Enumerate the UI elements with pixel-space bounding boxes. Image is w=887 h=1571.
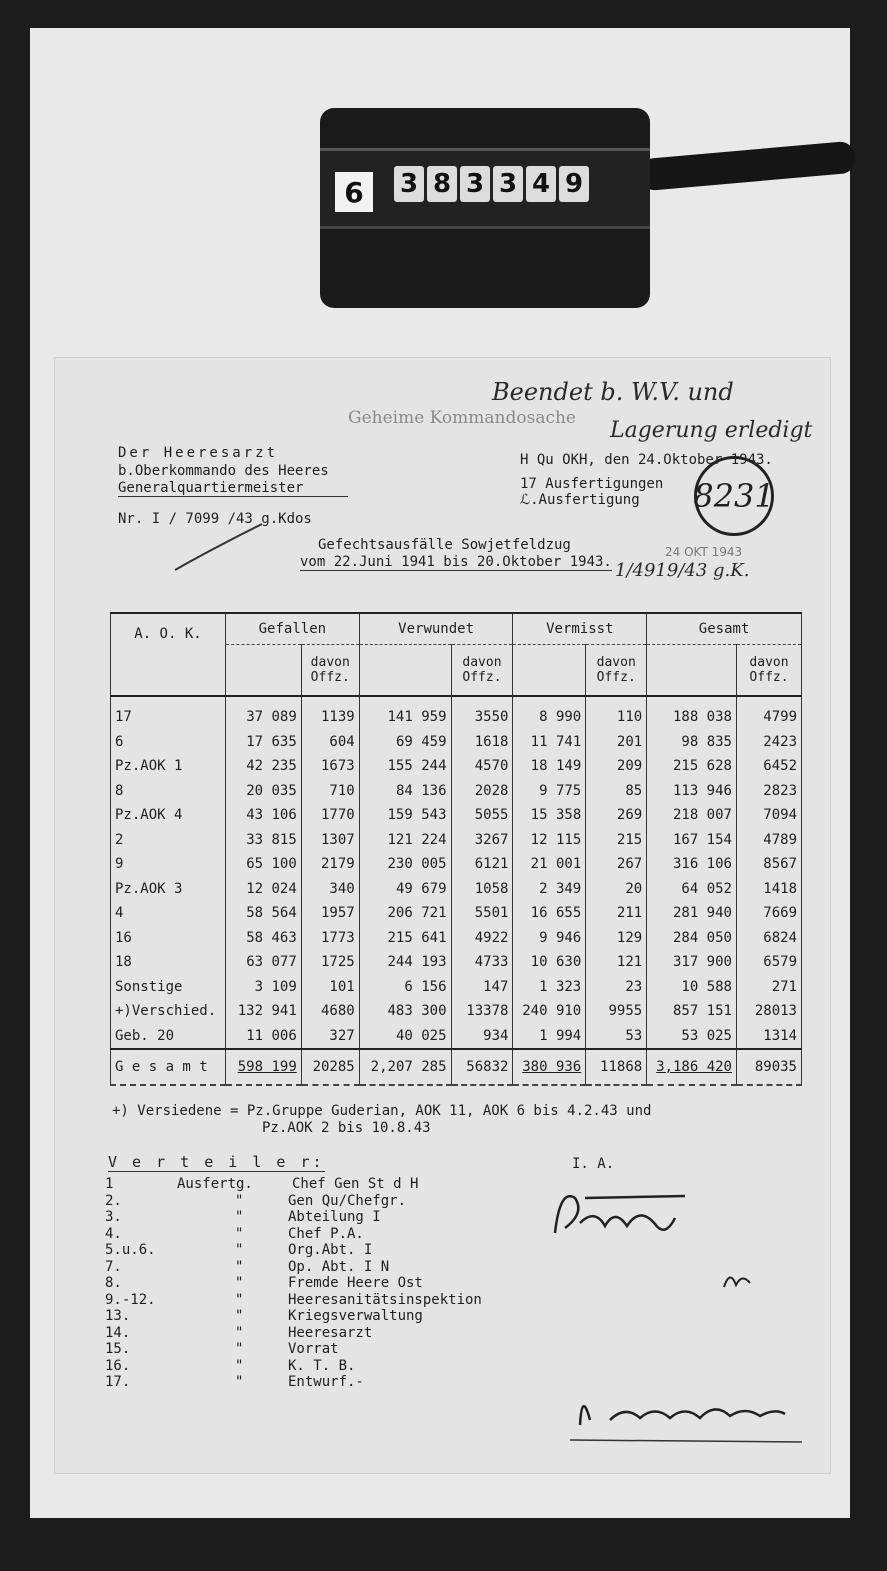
classification-stamp: Geheime Kommandosache [348,408,576,428]
table-cell: 857 151 [647,999,737,1024]
distribution-item [105,1341,482,1358]
counter-digit: 9 [559,166,589,202]
table-cell: 4570 [451,754,513,779]
footnote-line-2: Pz.AOK 2 bis 10.8.43 [262,1120,431,1136]
total-cell: 56832 [451,1049,513,1085]
row-label: 16 [111,926,226,951]
table-row [111,950,802,975]
davon-label: davon [462,655,502,670]
table-cell: 1307 [301,828,359,853]
ia-label: I. A. [572,1156,615,1172]
table-cell: 159 543 [359,803,451,828]
distribution-number: 16. [105,1357,131,1374]
distribution-ditto: " [235,1291,244,1308]
header-gesamt: Gesamt [647,613,802,645]
row-label: 17 [111,696,226,730]
table-cell: 40 025 [359,1024,451,1050]
table-cell: 934 [451,1024,513,1050]
table-cell: 316 106 [647,852,737,877]
table-row [111,696,802,730]
table-cell: 20 035 [225,779,301,804]
distribution-ditto: Ausfertg. [177,1176,253,1192]
distribution-recipient: Gen Qu/Chefgr. [288,1192,407,1209]
header-aok: A. O. K. [111,613,226,696]
total-cell: 20285 [301,1049,359,1085]
distribution-recipient: K. T. B. [288,1357,356,1374]
table-cell: 1618 [451,730,513,755]
table-cell: 42 235 [225,754,301,779]
table-cell: 230 005 [359,852,451,877]
table-cell: 8567 [736,852,801,877]
handwritten-note-2: Lagerung erledigt [610,418,813,443]
counter-digit: 3 [460,166,490,202]
distribution-ditto: " [235,1209,244,1225]
total-cell: 89035 [736,1049,801,1085]
table-cell: 101 [301,975,359,1000]
table-cell: 267 [586,852,647,877]
table-row [111,1024,802,1050]
table-cell: 9 946 [513,926,586,951]
table-cell: 1418 [736,877,801,902]
davon-label: davon [596,655,636,670]
row-label: Pz.AOK 3 [111,877,226,902]
table-cell: 37 089 [225,696,301,730]
table-cell: 132 941 [225,999,301,1024]
distribution-ditto: " [235,1374,244,1390]
table-cell: 3 109 [225,975,301,1000]
table-row [111,828,802,853]
distribution-number: 4. [105,1225,122,1242]
distribution-ditto: " [235,1242,244,1258]
table-cell: 281 940 [647,901,737,926]
total-row [111,1049,802,1085]
table-cell: 1725 [301,950,359,975]
table-cell: 43 106 [225,803,301,828]
counter-digit: 8 [427,166,457,202]
table-cell: 11 006 [225,1024,301,1050]
subheader-offz [301,645,359,697]
distribution-number: 2. [105,1192,122,1209]
table-row [111,803,802,828]
distribution-number: 5.u.6. [105,1242,156,1258]
total-cell: 11868 [586,1049,647,1085]
table-cell: 98 835 [647,730,737,755]
table-cell: 1 323 [513,975,586,1000]
row-label: +)Verschied. [111,999,226,1024]
row-label: Sonstige [111,975,226,1000]
table-cell: 20 [586,877,647,902]
row-label: Pz.AOK 1 [111,754,226,779]
table-row [111,754,802,779]
distribution-item [105,1259,482,1276]
table-cell: 28013 [736,999,801,1024]
table-cell: 63 077 [225,950,301,975]
distribution-item [105,1226,482,1243]
table-cell: 2028 [451,779,513,804]
table-row [111,975,802,1000]
table-cell: 1 994 [513,1024,586,1050]
row-label: Pz.AOK 4 [111,803,226,828]
table-cell: 141 959 [359,696,451,730]
table-cell: 240 910 [513,999,586,1024]
row-label: 8 [111,779,226,804]
distribution-number: 1 [105,1176,114,1192]
table-cell: 1673 [301,754,359,779]
handwritten-note-1: Beendet b. W.V. und [492,378,734,406]
table-cell: 218 007 [647,803,737,828]
table-cell: 129 [586,926,647,951]
table-cell: 271 [736,975,801,1000]
table-cell: 9 775 [513,779,586,804]
circled-number: 8231 [694,456,774,536]
table-cell: 6452 [736,754,801,779]
table-cell: 327 [301,1024,359,1050]
table-cell: 4733 [451,950,513,975]
table-cell: 483 300 [359,999,451,1024]
subheader-empty [647,645,737,697]
header-vermisst: Vermisst [513,613,647,645]
counter-digit: 3 [394,166,424,202]
distribution-recipient: Org.Abt. I [288,1242,373,1258]
distribution-recipient: Heeresarzt [288,1324,373,1341]
table-cell: 5501 [451,901,513,926]
table-cell: 1957 [301,901,359,926]
table-cell: 6824 [736,926,801,951]
table-cell: 206 721 [359,901,451,926]
table-row [111,877,802,902]
distribution-recipient: Heeresanitätsinspektion [288,1291,482,1308]
total-cell: 598 199 [225,1049,301,1085]
table-cell: 64 052 [647,877,737,902]
counter-digit: 3 [493,166,523,202]
table-row [111,779,802,804]
distribution-item [105,1242,482,1259]
distribution-number: 9.-12. [105,1291,156,1308]
table-row [111,901,802,926]
offz-label: Offz. [462,670,502,685]
table-cell: 4922 [451,926,513,951]
distribution-number: 3. [105,1209,122,1225]
table-cell: 269 [586,803,647,828]
table-cell: 284 050 [647,926,737,951]
table-cell: 8 990 [513,696,586,730]
table-cell: 317 900 [647,950,737,975]
distribution-item [105,1292,482,1309]
distribution-item [105,1209,482,1226]
distribution-number: 13. [105,1308,131,1324]
table-row [111,852,802,877]
table-cell: 244 193 [359,950,451,975]
total-cell: 2,207 285 [359,1049,451,1085]
table-cell: 7094 [736,803,801,828]
table-cell: 209 [586,754,647,779]
table-cell: 53 [586,1024,647,1050]
table-cell: 84 136 [359,779,451,804]
row-label: 4 [111,901,226,926]
table-cell: 3550 [451,696,513,730]
row-label: 18 [111,950,226,975]
table-row [111,730,802,755]
offz-label: Offz. [310,670,350,685]
table-cell: 69 459 [359,730,451,755]
table-cell: 53 025 [647,1024,737,1050]
table-cell: 33 815 [225,828,301,853]
subject-line-1: Gefechtsausfälle Sowjetfeldzug [318,537,571,553]
distribution-list [105,1176,482,1391]
distribution-ditto: " [235,1308,244,1324]
table-cell: 215 [586,828,647,853]
table-cell: 4789 [736,828,801,853]
distribution-number: 17. [105,1374,131,1390]
handwritten-closing [570,1380,810,1450]
row-label: Geb. 20 [111,1024,226,1050]
distribution-ditto: " [235,1324,244,1341]
table-cell: 167 154 [647,828,737,853]
distribution-item [105,1176,482,1193]
distribution-ditto: " [235,1357,244,1374]
table-cell: 9955 [586,999,647,1024]
table-cell: 49 679 [359,877,451,902]
table-cell: 10 630 [513,950,586,975]
initials [720,1265,760,1295]
sender-line-1: Der Heeresarzt [118,445,279,461]
offz-label: Offz. [596,670,636,685]
table-cell: 18 149 [513,754,586,779]
table-cell: 7669 [736,901,801,926]
table-cell: 155 244 [359,754,451,779]
signature [545,1178,695,1258]
distribution-number: 14. [105,1324,131,1341]
table-cell: 15 358 [513,803,586,828]
distribution-item [105,1308,482,1325]
distribution-title: V e r t e i l e r: [108,1153,325,1171]
sender-line-3: Generalquartiermeister [118,480,348,497]
table-cell: 211 [586,901,647,926]
subheader-empty [359,645,451,697]
distribution-recipient: Vorrat [288,1341,339,1357]
row-label: 6 [111,730,226,755]
table-cell: 4799 [736,696,801,730]
copies-count: 17 Ausfertigungen [520,476,664,492]
table-body [111,696,802,1085]
distribution-recipient: Chef P.A. [288,1225,364,1242]
table-cell: 215 641 [359,926,451,951]
table-cell: 58 463 [225,926,301,951]
distribution-ditto: " [235,1275,244,1291]
table-cell: 2423 [736,730,801,755]
reference-number: Nr. I / 7099 /43 g.Kdos [118,511,312,527]
table-cell: 340 [301,877,359,902]
header-verwundet: Verwundet [359,613,513,645]
table-cell: 12 115 [513,828,586,853]
total-cell: 3,186 420 [647,1049,737,1085]
table-cell: 12 024 [225,877,301,902]
table-cell: 5055 [451,803,513,828]
table-cell: 201 [586,730,647,755]
place-date: H Qu OKH, den 24.Oktober 1943. [520,452,773,468]
table-cell: 65 100 [225,852,301,877]
table-cell: 23 [586,975,647,1000]
table-cell: 1139 [301,696,359,730]
table-cell: 604 [301,730,359,755]
distribution-ditto: " [235,1258,244,1275]
table-cell: 21 001 [513,852,586,877]
distribution-item [105,1325,482,1342]
table-cell: 3267 [451,828,513,853]
row-label: 9 [111,852,226,877]
table-cell: 1058 [451,877,513,902]
table-cell: 147 [451,975,513,1000]
counter-prefix: 6 [335,172,373,212]
table-cell: 6579 [736,950,801,975]
table-cell: 6 156 [359,975,451,1000]
distribution-recipient: Abteilung I [288,1209,381,1225]
table-cell: 4680 [301,999,359,1024]
distribution-number: 15. [105,1341,131,1357]
table-cell: 16 655 [513,901,586,926]
table-cell: 121 [586,950,647,975]
table-cell: 188 038 [647,696,737,730]
table-row [111,999,802,1024]
davon-label: davon [749,655,789,670]
total-label: G e s a m t [111,1049,226,1085]
subheader-empty [225,645,301,697]
table-cell: 710 [301,779,359,804]
table-cell: 85 [586,779,647,804]
table-cell: 2823 [736,779,801,804]
distribution-item [105,1275,482,1292]
table-row [111,926,802,951]
table-cell: 1314 [736,1024,801,1050]
row-label: 2 [111,828,226,853]
table-cell: 17 635 [225,730,301,755]
subheader-offz [451,645,513,697]
table-cell: 10 588 [647,975,737,1000]
footnote [112,1103,651,1137]
subheader-offz [736,645,801,697]
distribution-number: 8. [105,1275,122,1291]
table-cell: 121 224 [359,828,451,853]
distribution-item [105,1193,482,1210]
table-cell: 2 349 [513,877,586,902]
total-cell: 380 936 [513,1049,586,1085]
footnote-line-1: +) Versiedene = Pz.Gruppe Guderian, AOK 11, AOK 6 bis 4.2.43 und [112,1103,652,1119]
subheader-offz [586,645,647,697]
sender-line-2: b.Oberkommando des Heeres [118,463,329,479]
table-cell: 215 628 [647,754,737,779]
distribution-recipient: Entwurf.- [288,1374,364,1390]
distribution-recipient: Chef Gen St d H [292,1176,419,1192]
table-cell: 58 564 [225,901,301,926]
table-cell: 2179 [301,852,359,877]
table-cell: 13378 [451,999,513,1024]
table-cell: 110 [586,696,647,730]
table-cell: 113 946 [647,779,737,804]
casualties-table [110,612,802,1086]
handwritten-reference: 1/4919/43 g.K. [615,560,750,581]
distribution-item [105,1374,482,1391]
counter-digit: 4 [526,166,556,202]
received-stamp: 24 OKT 1943 [665,545,743,559]
copy-number: ℒ.Ausfertigung [520,492,640,508]
header-gefallen: Gefallen [225,613,359,645]
distribution-number: 7. [105,1258,122,1275]
subheader-empty [513,645,586,697]
offz-label: Offz. [749,670,789,685]
distribution-recipient: Kriegsverwaltung [288,1308,423,1324]
table-cell: 11 741 [513,730,586,755]
subject-line-2: vom 22.Juni 1941 bis 20.Oktober 1943. [300,554,612,570]
handwritten-stroke [170,520,270,580]
distribution-recipient: Op. Abt. I N [288,1258,390,1275]
distribution-ditto: " [235,1225,244,1242]
distribution-item [105,1358,482,1375]
counter-digits [394,166,589,204]
table-cell: 6121 [451,852,513,877]
table-cell: 1773 [301,926,359,951]
distribution-ditto: " [235,1192,244,1209]
distribution-recipient: Fremde Heere Ost [288,1275,423,1291]
davon-label: davon [310,655,350,670]
distribution-ditto: " [235,1341,244,1357]
table-cell: 1770 [301,803,359,828]
